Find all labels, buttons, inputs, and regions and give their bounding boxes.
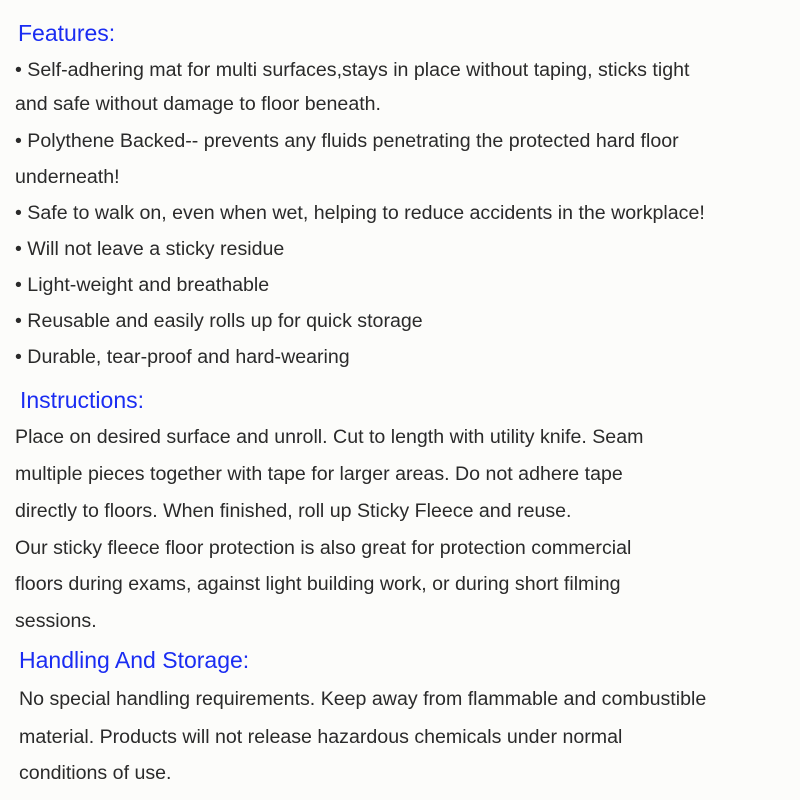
feature-line: • Reusable and easily rolls up for quick storage <box>15 310 423 332</box>
feature-line: • Self-adhering mat for multi surfaces,stays in place without taping, sticks tight <box>15 59 690 81</box>
feature-line: • Durable, tear-proof and hard-wearing <box>15 346 350 368</box>
features-heading: Features: <box>18 20 116 46</box>
feature-line: • Safe to walk on, even when wet, helping to reduce accidents in the workplace! <box>15 202 705 224</box>
feature-line: and safe without damage to floor beneath. <box>15 93 382 115</box>
instructions-heading: Instructions: <box>20 387 144 413</box>
instruction-line: multiple pieces together with tape for larger areas. Do not adhere tape <box>15 463 623 485</box>
instruction-line: sessions. <box>15 610 97 632</box>
handling-heading: Handling And Storage: <box>19 647 250 673</box>
feature-line: • Polythene Backed-- prevents any fluids penetrating the protected hard floor <box>15 130 679 152</box>
instruction-line: Our sticky fleece floor protection is also great for protection commercial <box>15 537 632 559</box>
handling-line: material. Products will not release hazardous chemicals under normal <box>19 726 623 748</box>
instruction-line: floors during exams, against light building work, or during short filming <box>15 573 621 595</box>
instruction-line: Place on desired surface and unroll. Cut to length with utility knife. Seam <box>15 426 644 448</box>
handling-line: conditions of use. <box>19 762 172 784</box>
feature-line: underneath! <box>15 166 120 188</box>
instruction-line: directly to floors. When finished, roll up Sticky Fleece and reuse. <box>15 500 572 522</box>
handling-line: No special handling requirements. Keep away from flammable and combustible <box>19 688 707 710</box>
feature-line: • Will not leave a sticky residue <box>15 238 285 260</box>
feature-line: • Light-weight and breathable <box>15 274 270 296</box>
